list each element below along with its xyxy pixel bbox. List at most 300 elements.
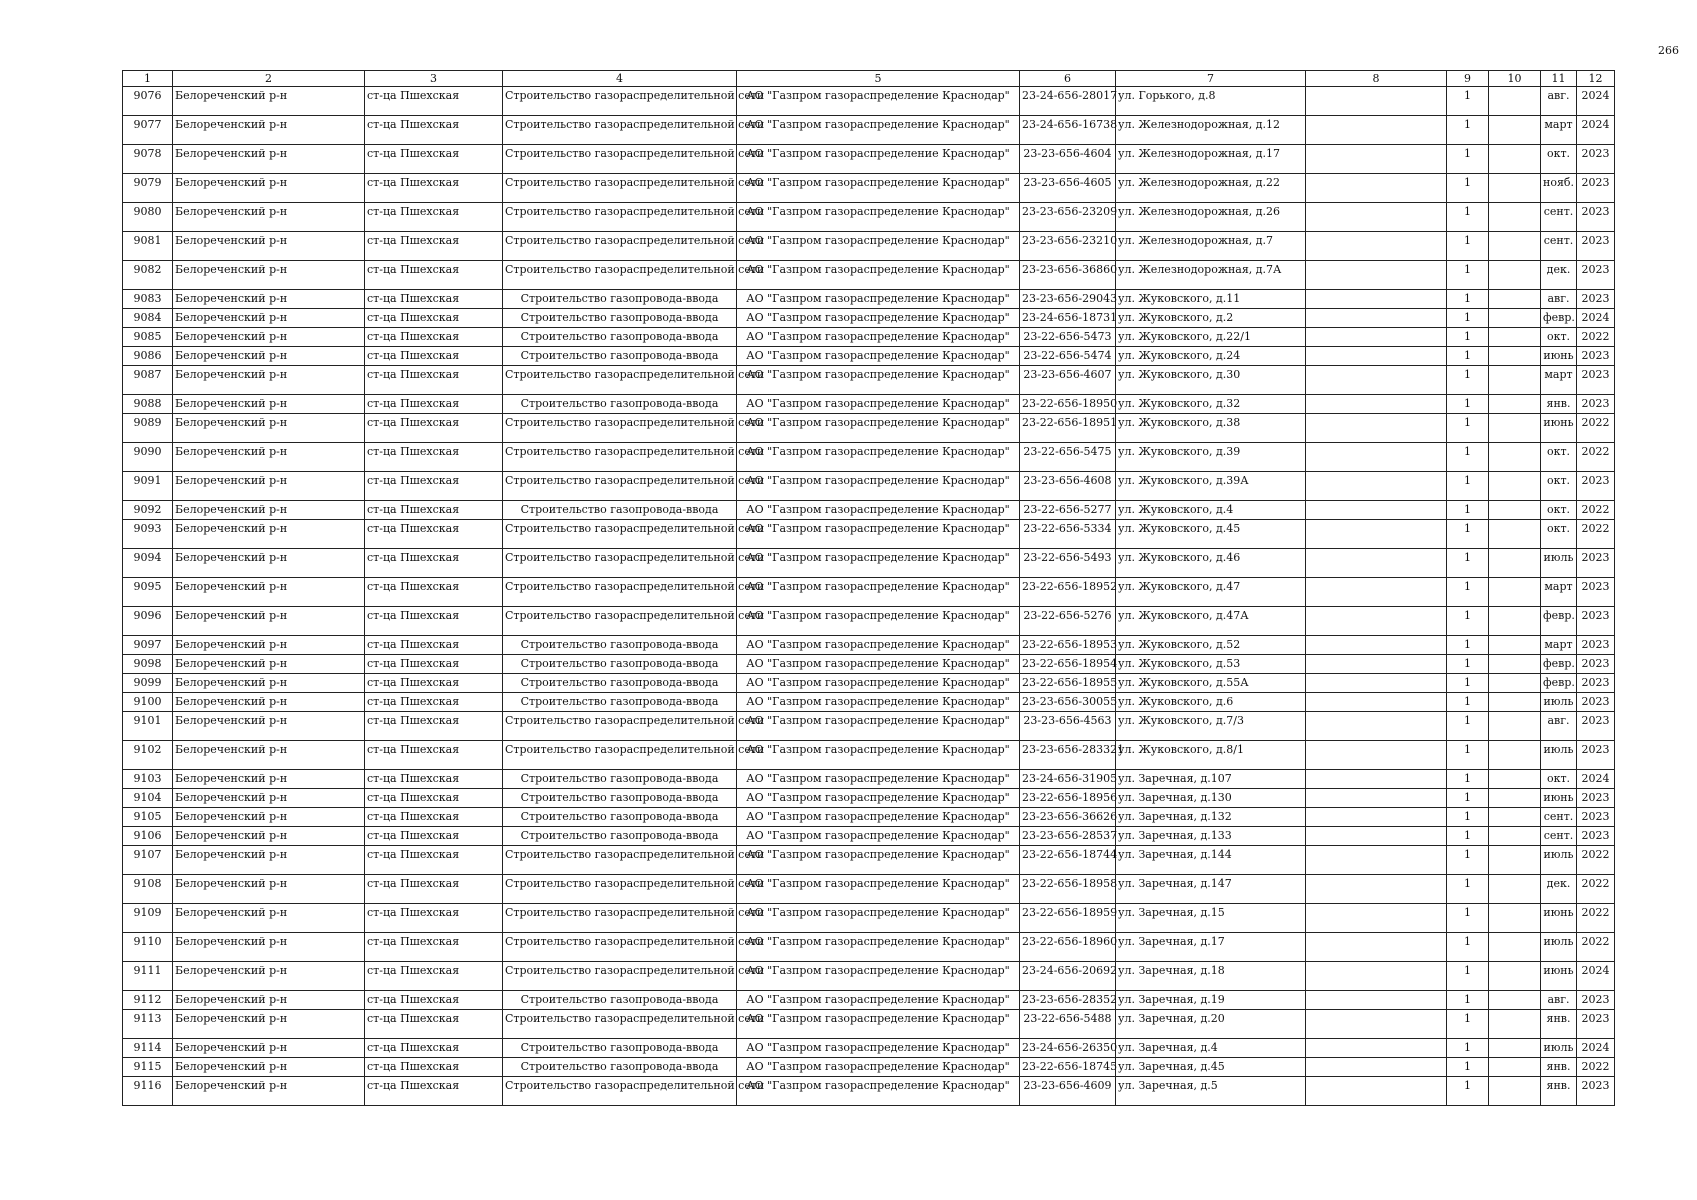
table-row xyxy=(123,309,1615,328)
address-cell: ул. Жуковского, д.6 xyxy=(1116,693,1306,712)
month-cell: янв. xyxy=(1541,395,1577,414)
row-number-cell: 9115 xyxy=(123,1058,173,1077)
registration-code-cell: 23-24-656-26350 xyxy=(1020,1039,1116,1058)
row-number-cell: 9110 xyxy=(123,933,173,962)
organization-cell: АО "Газпром газораспределение Краснодар" xyxy=(737,366,1020,395)
table-row xyxy=(123,607,1615,636)
address-cell: ул. Заречная, д.18 xyxy=(1116,962,1306,991)
table-row xyxy=(123,145,1615,174)
row-number-cell: 9102 xyxy=(123,741,173,770)
column-header: 9 xyxy=(1447,71,1489,87)
district-cell: Белореченский р-н xyxy=(173,232,365,261)
work-type-cell: Строительство газораспределительной сети xyxy=(503,549,737,578)
address-cell: ул. Заречная, д.45 xyxy=(1116,1058,1306,1077)
organization-cell: АО "Газпром газораспределение Краснодар" xyxy=(737,174,1020,203)
quantity-cell: 1 xyxy=(1447,904,1489,933)
column-8-cell xyxy=(1306,712,1447,741)
registration-code-cell: 23-23-656-4563 xyxy=(1020,712,1116,741)
registration-code-cell: 23-23-656-29043 xyxy=(1020,290,1116,309)
organization-cell: АО "Газпром газораспределение Краснодар" xyxy=(737,290,1020,309)
row-number-cell: 9090 xyxy=(123,443,173,472)
quantity-cell: 1 xyxy=(1447,693,1489,712)
month-cell: февр. xyxy=(1541,309,1577,328)
locality-cell: ст-ца Пшехская xyxy=(365,962,503,991)
locality-cell: ст-ца Пшехская xyxy=(365,712,503,741)
locality-cell: ст-ца Пшехская xyxy=(365,520,503,549)
address-cell: ул. Жуковского, д.39 xyxy=(1116,443,1306,472)
organization-cell: АО "Газпром газораспределение Краснодар" xyxy=(737,655,1020,674)
column-8-cell xyxy=(1306,674,1447,693)
column-10-cell xyxy=(1489,827,1541,846)
registration-code-cell: 23-22-656-18744 xyxy=(1020,846,1116,875)
address-cell: ул. Железнодорожная, д.22 xyxy=(1116,174,1306,203)
locality-cell: ст-ца Пшехская xyxy=(365,933,503,962)
organization-cell: АО "Газпром газораспределение Краснодар" xyxy=(737,712,1020,741)
column-8-cell xyxy=(1306,741,1447,770)
table-row xyxy=(123,674,1615,693)
row-number-cell: 9077 xyxy=(123,116,173,145)
work-type-cell: Строительство газопровода-ввода xyxy=(503,290,737,309)
registration-code-cell: 23-23-656-4605 xyxy=(1020,174,1116,203)
work-type-cell: Строительство газораспределительной сети xyxy=(503,741,737,770)
district-cell: Белореченский р-н xyxy=(173,1058,365,1077)
column-10-cell xyxy=(1489,808,1541,827)
month-cell: окт. xyxy=(1541,443,1577,472)
column-8-cell xyxy=(1306,789,1447,808)
address-cell: ул. Железнодорожная, д.17 xyxy=(1116,145,1306,174)
work-type-cell: Строительство газопровода-ввода xyxy=(503,674,737,693)
quantity-cell: 1 xyxy=(1447,472,1489,501)
district-cell: Белореченский р-н xyxy=(173,846,365,875)
district-cell: Белореченский р-н xyxy=(173,770,365,789)
quantity-cell: 1 xyxy=(1447,87,1489,116)
month-cell: июнь xyxy=(1541,414,1577,443)
column-8-cell xyxy=(1306,443,1447,472)
address-cell: ул. Железнодорожная, д.12 xyxy=(1116,116,1306,145)
work-type-cell: Строительство газораспределительной сети xyxy=(503,443,737,472)
registration-code-cell: 23-22-656-18960 xyxy=(1020,933,1116,962)
organization-cell: АО "Газпром газораспределение Краснодар" xyxy=(737,1077,1020,1106)
month-cell: авг. xyxy=(1541,290,1577,309)
row-number-cell: 9091 xyxy=(123,472,173,501)
row-number-cell: 9113 xyxy=(123,1010,173,1039)
work-type-cell: Строительство газопровода-ввода xyxy=(503,636,737,655)
column-10-cell xyxy=(1489,741,1541,770)
locality-cell: ст-ца Пшехская xyxy=(365,366,503,395)
row-number-cell: 9084 xyxy=(123,309,173,328)
organization-cell: АО "Газпром газораспределение Краснодар" xyxy=(737,770,1020,789)
district-cell: Белореченский р-н xyxy=(173,1010,365,1039)
year-cell: 2023 xyxy=(1577,347,1615,366)
work-type-cell: Строительство газопровода-ввода xyxy=(503,395,737,414)
column-10-cell xyxy=(1489,520,1541,549)
column-8-cell xyxy=(1306,578,1447,607)
column-10-cell xyxy=(1489,933,1541,962)
district-cell: Белореченский р-н xyxy=(173,328,365,347)
column-8-cell xyxy=(1306,347,1447,366)
work-type-cell: Строительство газопровода-ввода xyxy=(503,1058,737,1077)
row-number-cell: 9088 xyxy=(123,395,173,414)
column-10-cell xyxy=(1489,991,1541,1010)
organization-cell: АО "Газпром газораспределение Краснодар" xyxy=(737,261,1020,290)
address-cell: ул. Заречная, д.132 xyxy=(1116,808,1306,827)
row-number-cell: 9116 xyxy=(123,1077,173,1106)
column-10-cell xyxy=(1489,261,1541,290)
year-cell: 2023 xyxy=(1577,174,1615,203)
locality-cell: ст-ца Пшехская xyxy=(365,472,503,501)
column-8-cell xyxy=(1306,328,1447,347)
row-number-cell: 9080 xyxy=(123,203,173,232)
registration-code-cell: 23-23-656-28537 xyxy=(1020,827,1116,846)
organization-cell: АО "Газпром газораспределение Краснодар" xyxy=(737,693,1020,712)
registration-code-cell: 23-22-656-18959 xyxy=(1020,904,1116,933)
quantity-cell: 1 xyxy=(1447,607,1489,636)
organization-cell: АО "Газпром газораспределение Краснодар" xyxy=(737,1039,1020,1058)
locality-cell: ст-ца Пшехская xyxy=(365,309,503,328)
locality-cell: ст-ца Пшехская xyxy=(365,827,503,846)
address-cell: ул. Жуковского, д.53 xyxy=(1116,655,1306,674)
district-cell: Белореченский р-н xyxy=(173,741,365,770)
column-8-cell xyxy=(1306,549,1447,578)
locality-cell: ст-ца Пшехская xyxy=(365,395,503,414)
row-number-cell: 9103 xyxy=(123,770,173,789)
district-cell: Белореченский р-н xyxy=(173,395,365,414)
column-8-cell xyxy=(1306,770,1447,789)
row-number-cell: 9089 xyxy=(123,414,173,443)
work-type-cell: Строительство газопровода-ввода xyxy=(503,770,737,789)
quantity-cell: 1 xyxy=(1447,549,1489,578)
month-cell: окт. xyxy=(1541,520,1577,549)
quantity-cell: 1 xyxy=(1447,347,1489,366)
row-number-cell: 9094 xyxy=(123,549,173,578)
column-8-cell xyxy=(1306,261,1447,290)
column-10-cell xyxy=(1489,472,1541,501)
district-cell: Белореченский р-н xyxy=(173,443,365,472)
column-8-cell xyxy=(1306,693,1447,712)
column-10-cell xyxy=(1489,290,1541,309)
quantity-cell: 1 xyxy=(1447,443,1489,472)
row-number-cell: 9101 xyxy=(123,712,173,741)
locality-cell: ст-ца Пшехская xyxy=(365,203,503,232)
address-cell: ул. Заречная, д.144 xyxy=(1116,846,1306,875)
locality-cell: ст-ца Пшехская xyxy=(365,991,503,1010)
year-cell: 2023 xyxy=(1577,472,1615,501)
organization-cell: АО "Газпром газораспределение Краснодар" xyxy=(737,309,1020,328)
locality-cell: ст-ца Пшехская xyxy=(365,232,503,261)
district-cell: Белореченский р-н xyxy=(173,674,365,693)
locality-cell: ст-ца Пшехская xyxy=(365,174,503,203)
locality-cell: ст-ца Пшехская xyxy=(365,116,503,145)
organization-cell: АО "Газпром газораспределение Краснодар" xyxy=(737,789,1020,808)
quantity-cell: 1 xyxy=(1447,991,1489,1010)
quantity-cell: 1 xyxy=(1447,1058,1489,1077)
locality-cell: ст-ца Пшехская xyxy=(365,578,503,607)
row-number-cell: 9108 xyxy=(123,875,173,904)
district-cell: Белореченский р-н xyxy=(173,501,365,520)
locality-cell: ст-ца Пшехская xyxy=(365,770,503,789)
quantity-cell: 1 xyxy=(1447,116,1489,145)
organization-cell: АО "Газпром газораспределение Краснодар" xyxy=(737,875,1020,904)
locality-cell: ст-ца Пшехская xyxy=(365,655,503,674)
column-10-cell xyxy=(1489,347,1541,366)
district-cell: Белореченский р-н xyxy=(173,549,365,578)
column-8-cell xyxy=(1306,203,1447,232)
work-type-cell: Строительство газораспределительной сети xyxy=(503,1010,737,1039)
quantity-cell: 1 xyxy=(1447,1077,1489,1106)
work-type-cell: Строительство газораспределительной сети xyxy=(503,116,737,145)
table-row xyxy=(123,827,1615,846)
column-header: 7 xyxy=(1116,71,1306,87)
year-cell: 2023 xyxy=(1577,808,1615,827)
column-10-cell xyxy=(1489,328,1541,347)
column-8-cell xyxy=(1306,991,1447,1010)
quantity-cell: 1 xyxy=(1447,414,1489,443)
work-type-cell: Строительство газопровода-ввода xyxy=(503,328,737,347)
year-cell: 2023 xyxy=(1577,636,1615,655)
registration-code-cell: 23-23-656-4609 xyxy=(1020,1077,1116,1106)
column-10-cell xyxy=(1489,789,1541,808)
table-row xyxy=(123,116,1615,145)
work-type-cell: Строительство газопровода-ввода xyxy=(503,347,737,366)
district-cell: Белореченский р-н xyxy=(173,472,365,501)
locality-cell: ст-ца Пшехская xyxy=(365,549,503,578)
registration-code-cell: 23-24-656-28017 xyxy=(1020,87,1116,116)
row-number-cell: 9082 xyxy=(123,261,173,290)
table-row xyxy=(123,366,1615,395)
registration-code-cell: 23-22-656-5334 xyxy=(1020,520,1116,549)
year-cell: 2022 xyxy=(1577,328,1615,347)
column-10-cell xyxy=(1489,962,1541,991)
month-cell: июль xyxy=(1541,549,1577,578)
column-10-cell xyxy=(1489,145,1541,174)
column-10-cell xyxy=(1489,116,1541,145)
quantity-cell: 1 xyxy=(1447,328,1489,347)
table-row xyxy=(123,875,1615,904)
organization-cell: АО "Газпром газораспределение Краснодар" xyxy=(737,472,1020,501)
locality-cell: ст-ца Пшехская xyxy=(365,1010,503,1039)
district-cell: Белореченский р-н xyxy=(173,309,365,328)
organization-cell: АО "Газпром газораспределение Краснодар" xyxy=(737,347,1020,366)
organization-cell: АО "Газпром газораспределение Краснодар" xyxy=(737,962,1020,991)
organization-cell: АО "Газпром газораспределение Краснодар" xyxy=(737,395,1020,414)
locality-cell: ст-ца Пшехская xyxy=(365,1058,503,1077)
month-cell: янв. xyxy=(1541,1077,1577,1106)
row-number-cell: 9098 xyxy=(123,655,173,674)
column-8-cell xyxy=(1306,395,1447,414)
year-cell: 2024 xyxy=(1577,116,1615,145)
column-10-cell xyxy=(1489,1077,1541,1106)
column-header: 1 xyxy=(123,71,173,87)
district-cell: Белореченский р-н xyxy=(173,904,365,933)
table-row xyxy=(123,1058,1615,1077)
month-cell: нояб. xyxy=(1541,174,1577,203)
column-10-cell xyxy=(1489,174,1541,203)
year-cell: 2023 xyxy=(1577,1010,1615,1039)
registration-code-cell: 23-23-656-4604 xyxy=(1020,145,1116,174)
address-cell: ул. Жуковского, д.55А xyxy=(1116,674,1306,693)
row-number-cell: 9107 xyxy=(123,846,173,875)
district-cell: Белореченский р-н xyxy=(173,693,365,712)
work-type-cell: Строительство газораспределительной сети xyxy=(503,846,737,875)
column-header: 8 xyxy=(1306,71,1447,87)
year-cell: 2023 xyxy=(1577,290,1615,309)
table-body xyxy=(123,87,1615,1106)
column-header: 2 xyxy=(173,71,365,87)
quantity-cell: 1 xyxy=(1447,712,1489,741)
address-cell: ул. Железнодорожная, д.7 xyxy=(1116,232,1306,261)
locality-cell: ст-ца Пшехская xyxy=(365,846,503,875)
month-cell: окт. xyxy=(1541,145,1577,174)
organization-cell: АО "Газпром газораспределение Краснодар" xyxy=(737,145,1020,174)
row-number-cell: 9096 xyxy=(123,607,173,636)
work-type-cell: Строительство газораспределительной сети xyxy=(503,1077,737,1106)
organization-cell: АО "Газпром газораспределение Краснодар" xyxy=(737,933,1020,962)
table-row xyxy=(123,501,1615,520)
locality-cell: ст-ца Пшехская xyxy=(365,261,503,290)
column-10-cell xyxy=(1489,607,1541,636)
table-row xyxy=(123,232,1615,261)
column-10-cell xyxy=(1489,693,1541,712)
quantity-cell: 1 xyxy=(1447,741,1489,770)
work-type-cell: Строительство газопровода-ввода xyxy=(503,655,737,674)
row-number-cell: 9092 xyxy=(123,501,173,520)
quantity-cell: 1 xyxy=(1447,655,1489,674)
quantity-cell: 1 xyxy=(1447,808,1489,827)
page-number: 266 xyxy=(1658,44,1679,57)
row-number-cell: 9087 xyxy=(123,366,173,395)
column-10-cell xyxy=(1489,1010,1541,1039)
column-10-cell xyxy=(1489,578,1541,607)
table-row xyxy=(123,712,1615,741)
quantity-cell: 1 xyxy=(1447,203,1489,232)
year-cell: 2023 xyxy=(1577,578,1615,607)
year-cell: 2023 xyxy=(1577,1077,1615,1106)
address-cell: ул. Жуковского, д.8/1 xyxy=(1116,741,1306,770)
organization-cell: АО "Газпром газораспределение Краснодар" xyxy=(737,674,1020,693)
address-cell: ул. Жуковского, д.2 xyxy=(1116,309,1306,328)
month-cell: дек. xyxy=(1541,261,1577,290)
locality-cell: ст-ца Пшехская xyxy=(365,674,503,693)
work-type-cell: Строительство газораспределительной сети xyxy=(503,87,737,116)
column-10-cell xyxy=(1489,636,1541,655)
district-cell: Белореченский р-н xyxy=(173,655,365,674)
table-row xyxy=(123,347,1615,366)
column-8-cell xyxy=(1306,87,1447,116)
address-cell: ул. Заречная, д.17 xyxy=(1116,933,1306,962)
row-number-cell: 9086 xyxy=(123,347,173,366)
work-type-cell: Строительство газораспределительной сети xyxy=(503,607,737,636)
column-8-cell xyxy=(1306,655,1447,674)
year-cell: 2023 xyxy=(1577,991,1615,1010)
column-header: 10 xyxy=(1489,71,1541,87)
locality-cell: ст-ца Пшехская xyxy=(365,414,503,443)
registration-code-cell: 23-23-656-4607 xyxy=(1020,366,1116,395)
district-cell: Белореченский р-н xyxy=(173,578,365,607)
work-type-cell: Строительство газопровода-ввода xyxy=(503,808,737,827)
organization-cell: АО "Газпром газораспределение Краснодар" xyxy=(737,827,1020,846)
registration-code-cell: 23-23-656-30055 xyxy=(1020,693,1116,712)
month-cell: февр. xyxy=(1541,674,1577,693)
registration-code-cell: 23-24-656-18731 xyxy=(1020,309,1116,328)
organization-cell: АО "Газпром газораспределение Краснодар" xyxy=(737,578,1020,607)
column-10-cell xyxy=(1489,203,1541,232)
work-type-cell: Строительство газораспределительной сети xyxy=(503,933,737,962)
work-type-cell: Строительство газораспределительной сети xyxy=(503,145,737,174)
column-10-cell xyxy=(1489,770,1541,789)
year-cell: 2023 xyxy=(1577,395,1615,414)
column-8-cell xyxy=(1306,827,1447,846)
registration-code-cell: 23-22-656-5493 xyxy=(1020,549,1116,578)
address-cell: ул. Жуковского, д.22/1 xyxy=(1116,328,1306,347)
table-row xyxy=(123,578,1615,607)
locality-cell: ст-ца Пшехская xyxy=(365,693,503,712)
registration-code-cell: 23-22-656-5473 xyxy=(1020,328,1116,347)
locality-cell: ст-ца Пшехская xyxy=(365,789,503,808)
year-cell: 2024 xyxy=(1577,1039,1615,1058)
table-row xyxy=(123,636,1615,655)
quantity-cell: 1 xyxy=(1447,366,1489,395)
address-cell: ул. Заречная, д.5 xyxy=(1116,1077,1306,1106)
work-type-cell: Строительство газораспределительной сети xyxy=(503,472,737,501)
table-row xyxy=(123,395,1615,414)
table-row xyxy=(123,933,1615,962)
organization-cell: АО "Газпром газораспределение Краснодар" xyxy=(737,846,1020,875)
column-8-cell xyxy=(1306,232,1447,261)
column-8-cell xyxy=(1306,520,1447,549)
address-cell: ул. Жуковского, д.32 xyxy=(1116,395,1306,414)
column-8-cell xyxy=(1306,309,1447,328)
quantity-cell: 1 xyxy=(1447,501,1489,520)
header-row xyxy=(123,71,1615,87)
year-cell: 2023 xyxy=(1577,693,1615,712)
quantity-cell: 1 xyxy=(1447,309,1489,328)
column-10-cell xyxy=(1489,414,1541,443)
locality-cell: ст-ца Пшехская xyxy=(365,501,503,520)
column-10-cell xyxy=(1489,904,1541,933)
column-10-cell xyxy=(1489,232,1541,261)
month-cell: июнь xyxy=(1541,904,1577,933)
month-cell: окт. xyxy=(1541,770,1577,789)
quantity-cell: 1 xyxy=(1447,145,1489,174)
address-cell: ул. Заречная, д.15 xyxy=(1116,904,1306,933)
column-10-cell xyxy=(1489,443,1541,472)
district-cell: Белореченский р-н xyxy=(173,789,365,808)
registration-code-cell: 23-22-656-18952 xyxy=(1020,578,1116,607)
year-cell: 2023 xyxy=(1577,607,1615,636)
registration-code-cell: 23-22-656-18953 xyxy=(1020,636,1116,655)
quantity-cell: 1 xyxy=(1447,232,1489,261)
district-cell: Белореченский р-н xyxy=(173,203,365,232)
organization-cell: АО "Газпром газораспределение Краснодар" xyxy=(737,741,1020,770)
column-8-cell xyxy=(1306,808,1447,827)
column-10-cell xyxy=(1489,309,1541,328)
work-type-cell: Строительство газораспределительной сети xyxy=(503,366,737,395)
column-10-cell xyxy=(1489,87,1541,116)
organization-cell: АО "Газпром газораспределение Краснодар" xyxy=(737,203,1020,232)
registration-code-cell: 23-22-656-18745 xyxy=(1020,1058,1116,1077)
address-cell: ул. Железнодорожная, д.26 xyxy=(1116,203,1306,232)
district-cell: Белореченский р-н xyxy=(173,933,365,962)
month-cell: авг. xyxy=(1541,712,1577,741)
month-cell: март xyxy=(1541,366,1577,395)
table-row xyxy=(123,770,1615,789)
district-cell: Белореченский р-н xyxy=(173,827,365,846)
quantity-cell: 1 xyxy=(1447,770,1489,789)
table-row xyxy=(123,328,1615,347)
column-header: 5 xyxy=(737,71,1020,87)
year-cell: 2022 xyxy=(1577,846,1615,875)
organization-cell: АО "Газпром газораспределение Краснодар" xyxy=(737,808,1020,827)
